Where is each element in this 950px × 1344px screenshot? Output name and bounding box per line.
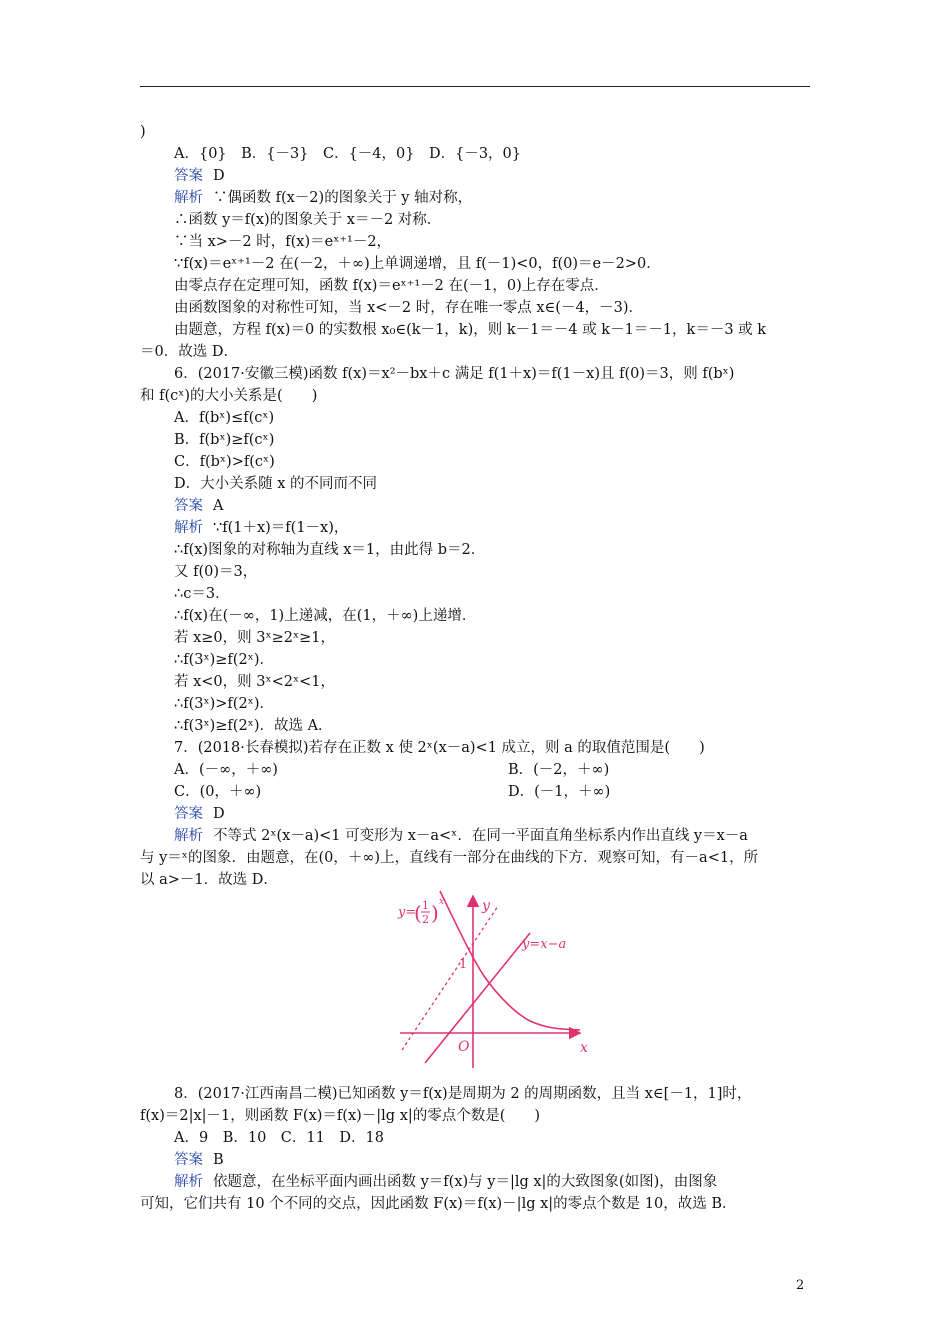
left-paren: (: [414, 901, 422, 925]
curve-label-prefix: y=: [398, 905, 417, 920]
answer-line: [174, 804, 225, 824]
text-line: ∴函数 y＝f(x)的图象关于 x＝－2 对称．: [174, 212, 442, 228]
option-a: A．f(bˣ)≤f(cˣ): [174, 410, 275, 426]
option-d: D．(－1，＋∞): [508, 784, 611, 800]
header-rule: [140, 86, 810, 87]
answer-label: 答案: [174, 168, 203, 184]
analysis-label: 解析: [174, 520, 203, 536]
frac-den: 2: [422, 913, 429, 926]
answer-label: 答案: [174, 806, 203, 822]
origin-label: O: [458, 1039, 470, 1055]
y-axis-label: y: [482, 898, 490, 914]
analysis-line: [174, 1172, 717, 1192]
text-line: 由题意，方程 f(x)＝0 的实数根 x₀∈(k－1，k)，则 k－1＝－4 或 k－1＝－1，k＝－3 或 k: [174, 322, 767, 338]
answer-value: D: [213, 806, 225, 822]
text-line: ∴f(3ˣ)≥f(2ˣ)．: [174, 652, 274, 668]
text-line: ∵f(x)＝eˣ⁺¹－2 在(－2，＋∞)上单调递增，且 f(－1)<0，f(0)＝e－2>0．: [174, 256, 661, 272]
curve-exponent: x: [439, 897, 445, 907]
question-8: 8．(2017·江西南昌二模)已知函数 y＝f(x)是周期为 2 的周期函数，且当 x∈[－1，1]时，: [174, 1086, 752, 1102]
text-line: 由零点存在定理可知，函数 f(x)＝eˣ⁺¹－2 在(－1，0)上存在零点．: [174, 278, 609, 294]
answer-label: 答案: [174, 498, 203, 514]
text-line: 和 f(cˣ)的大小关系是( ): [140, 388, 318, 404]
answer-value: B: [213, 1152, 224, 1168]
analysis-label: 解析: [174, 190, 203, 206]
analysis-line: [174, 188, 472, 208]
text-line: 由函数图象的对称性可知，当 x<－2 时，存在唯一零点 x∈(－4，－3)．: [174, 300, 644, 316]
text-line: ∴c＝3．: [174, 586, 230, 602]
function-graph-figure: [380, 888, 602, 1070]
line-y-x-minus-a: [425, 933, 530, 1063]
option-d: D．大小关系随 x 的不同而不同: [174, 476, 378, 492]
analysis-label: 解析: [174, 828, 203, 844]
answer-line: [174, 496, 223, 516]
option-b: B．(－2，＋∞): [508, 762, 610, 778]
text-line: ∴f(3ˣ)>f(2ˣ)．: [174, 696, 274, 712]
option-b: B．f(bˣ)≥f(cˣ): [174, 432, 275, 448]
x-axis-label: x: [580, 1040, 588, 1056]
right-paren: ): [431, 901, 439, 925]
question-7: 7．(2018·长春模拟)若存在正数 x 使 2ˣ(x－a)<1 成立，则 a 的取值范围是( ): [174, 740, 705, 756]
answer-value: A: [213, 498, 224, 514]
text-line: 又 f(0)＝3，: [174, 564, 258, 580]
analysis-line: [174, 518, 348, 538]
option-c: C．f(bˣ)>f(cˣ): [174, 454, 275, 470]
text-line: ∴f(3ˣ)≥f(2ˣ)．故选 A．: [174, 718, 333, 734]
answer-value: D: [213, 168, 225, 184]
text-line: ∴f(x)在(－∞，1)上递减，在(1，＋∞)上递增．: [174, 608, 477, 624]
analysis-text: 依题意，在坐标平面内画出函数 y＝f(x)与 y＝|lg x|的大致图象(如图)，由图象: [213, 1174, 718, 1190]
text-line: ∴f(x)图象的对称轴为直线 x＝1，由此得 b＝2．: [174, 542, 486, 558]
text-line: f(x)＝2|x|－1，则函数 F(x)＝f(x)－|lg x|的零点个数是( ): [140, 1108, 541, 1124]
text-line: ): [140, 124, 146, 140]
text-line: 以 a>－1．故选 D．: [140, 872, 278, 888]
option-c: C．(0，＋∞): [174, 784, 262, 800]
text-line: 若 x<0，则 3ˣ<2ˣ<1，: [174, 674, 336, 690]
text-line: ∵当 x>－2 时，f(x)＝eˣ⁺¹－2，: [174, 234, 392, 250]
answer-line: [174, 166, 225, 186]
one-label: 1: [459, 957, 468, 972]
options-line: A．{0} B．{－3} C．{－4，0} D．{－3，0}: [174, 146, 522, 162]
text-line: ＝0．故选 D．: [140, 344, 238, 360]
analysis-text: ∵f(1＋x)＝f(1－x)，: [213, 520, 349, 536]
text-line: 若 x≥0，则 3ˣ≥2ˣ≥1，: [174, 630, 336, 646]
question-6: 6．(2017·安徽三模)函数 f(x)＝x²－bx＋c 满足 f(1＋x)＝f(1－x)且 f(0)＝3，则 f(bˣ): [174, 366, 735, 382]
text-line: 可知，它们共有 10 个不同的交点，因此函数 F(x)＝f(x)－|lg x|的零点个数是 10，故选 B．: [140, 1196, 737, 1212]
options-line: A．9 B．10 C．11 D．18: [174, 1130, 384, 1146]
text-line: 与 y＝ˣ的图象．由题意，在(0，＋∞)上，直线有一部分在曲线的下方．观察可知，有－a<1，所: [140, 850, 759, 866]
answer-line: [174, 1150, 224, 1170]
dashed-boundary-line: [402, 906, 498, 1050]
line-label: y=x−a: [522, 937, 567, 952]
page-number: 2: [796, 1278, 805, 1293]
option-a: A．(－∞，＋∞): [174, 762, 278, 778]
analysis-label: 解析: [174, 1174, 203, 1190]
answer-label: 答案: [174, 1152, 203, 1168]
analysis-text: 不等式 2ˣ(x－a)<1 可变形为 x－a<ˣ．在同一平面直角坐标系内作出直线 y＝x－a: [213, 828, 748, 844]
analysis-line: [174, 826, 748, 846]
frac-num: 1: [422, 899, 429, 912]
analysis-text: ∵偶函数 f(x－2)的图象关于 y 轴对称，: [213, 190, 473, 206]
